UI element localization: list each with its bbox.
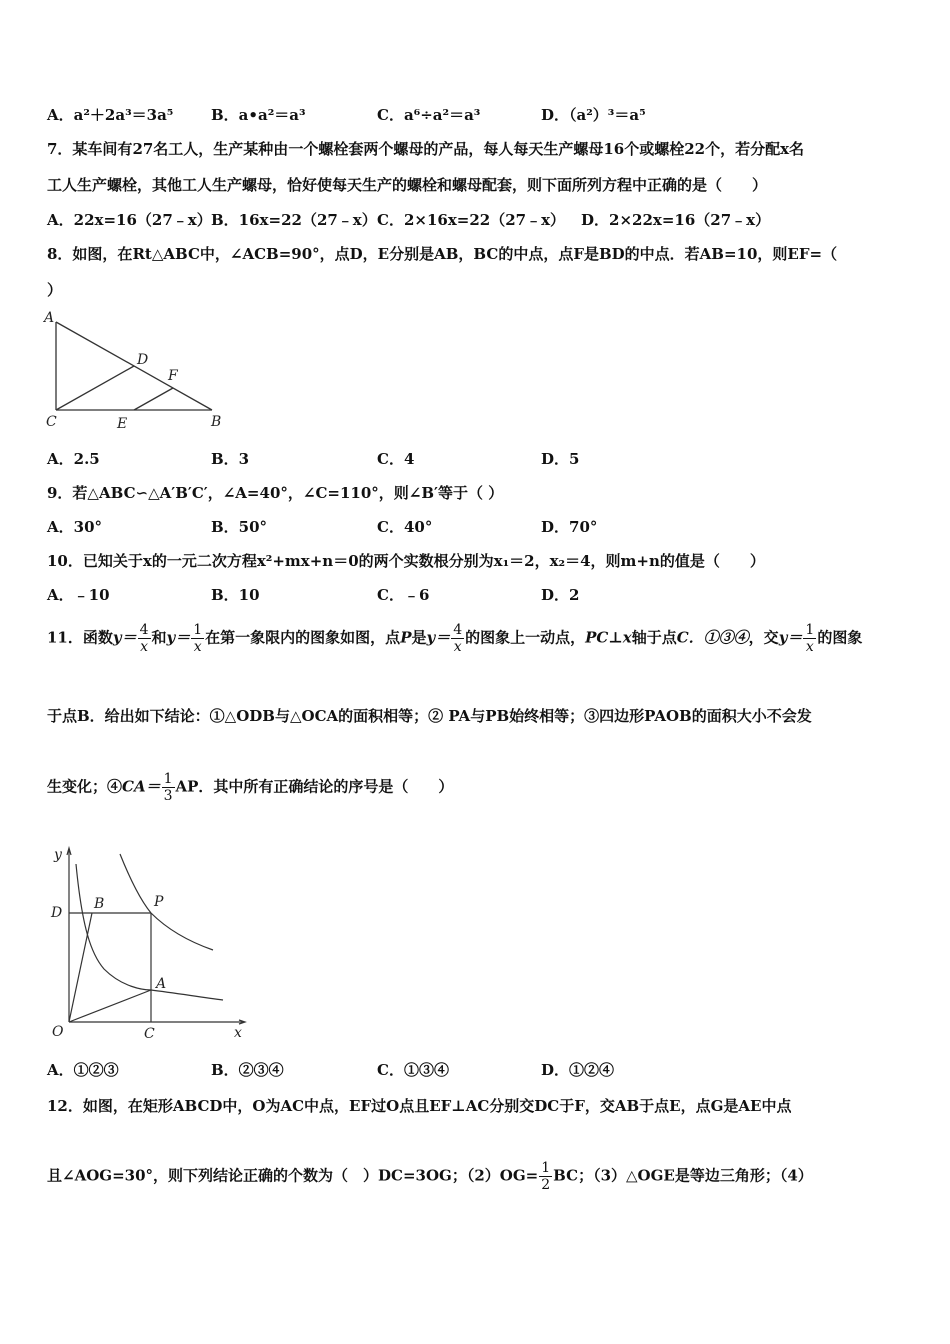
q6-option-b: B．a•a²＝a³: [211, 106, 306, 124]
q11-label-x: x: [234, 1025, 242, 1041]
q7-option-d: D．2×22x=16（27﹣x）: [581, 211, 771, 229]
q11-segment-oa: [69, 990, 151, 1022]
q9-text: 9．若△ABC∽△A′B′C′，∠A=40°，∠C=110°，则∠B′等于（ ）: [47, 484, 504, 502]
q9-option-b: B．50°: [211, 518, 268, 536]
q11-label-d: D: [51, 905, 63, 921]
q9-option-d: D．70°: [541, 518, 598, 536]
q8-option-b: B．3: [211, 450, 250, 468]
q11-curve-1-over-x: [76, 864, 223, 1000]
q7-text-line1: 7．某车间有27名工人，生产某种由一个螺栓套两个螺母的产品，每人每天生产螺母16个或螺栓22个，若分配x名: [47, 140, 805, 158]
q11-curve-4-over-x: [120, 854, 213, 950]
q11-segment-ob: [69, 913, 92, 1022]
q8-segment-ef: [134, 388, 173, 410]
q10-option-d: D．2: [541, 586, 580, 604]
q8-label-d: D: [137, 352, 149, 368]
q12-text-line1: 12．如图，在矩形ABCD中，O为AC中点，EF过O点且EF⊥AC分别交DC于F，交AB于点E，点G是AE中点: [47, 1097, 792, 1115]
q12-text-line2: 且∠AOG=30°，则下列结论正确的个数为（ ）DC=3OG；（2）OG= $\frac{1}{2}$ BC；（3）△OGE是等边三角形；（4）: [47, 1160, 813, 1193]
q8-segment-cd: [56, 366, 134, 410]
q11-fraction-1-over-x-1: $\frac{1}{x}$: [193, 622, 203, 655]
q8-label-a: A: [44, 310, 55, 326]
q11-text-line2: 于点B．给出如下结论：①△ODB与△OCA的面积相等；② PA与PB始终相等；③四边形PAOB的面积大小不会发: [47, 707, 812, 725]
q11-option-d: D．①②④: [541, 1061, 615, 1079]
q11-text-line3: 生变化；④CA＝ $\frac{1}{3}$ AP．其中所有正确结论的序号是（ ）: [47, 771, 454, 804]
q11-fraction-4-over-x-2: $\frac{4}{x}$: [453, 622, 463, 655]
q10-option-c: C．﹣6: [377, 586, 430, 604]
q8-label-e: E: [117, 416, 128, 432]
q8-option-c: C．4: [377, 450, 415, 468]
q6-option-d: D．（a²）³＝a⁵: [541, 106, 646, 124]
q7-text-line2: 工人生产螺栓，其他工人生产螺母，恰好使每天生产的螺栓和螺母配套，则下面所列方程中正确的是（ ）: [47, 176, 768, 194]
q8-option-d: D．5: [541, 450, 580, 468]
q8-text-line1: 8．如图，在Rt△ABC中，∠ACB=90°，点D，E分别是AB，BC的中点，点F是BD的中点．若AB=10，则EF=（: [47, 245, 838, 263]
q11-label-a: A: [156, 976, 167, 992]
q11-label-o: O: [52, 1024, 64, 1040]
q11-option-c: C．①③④: [377, 1061, 449, 1079]
q11-y-eq-1: y＝: [112, 628, 137, 647]
q8-label-b: B: [211, 414, 222, 430]
q7-option-a: A．22x=16（27﹣x）: [47, 211, 212, 229]
q8-label-c: C: [46, 414, 57, 430]
q11-graph-figure: [40, 842, 250, 1042]
q10-text: 10．已知关于x的一元二次方程x²+mx+n＝0的两个实数根分别为x₁＝2，x₂＝4，则m+n的值是（ ）: [47, 552, 765, 570]
q6-option-c: C．a⁶÷a²＝a³: [377, 106, 481, 124]
q11-label-p: P: [154, 894, 164, 910]
q11-option-a: A．①②③: [47, 1061, 119, 1079]
q8-option-a: A．2.5: [47, 450, 100, 468]
q11-fraction-1-over-x-2: $\frac{1}{x}$: [805, 622, 815, 655]
q8-triangle-figure: [40, 308, 230, 436]
q11-intro: 11．函数: [47, 628, 113, 647]
q11-fraction-4-over-x-1: $\frac{4}{x}$: [139, 622, 149, 655]
q9-option-a: A．30°: [47, 518, 103, 536]
q11-label-c: C: [144, 1026, 155, 1042]
q11-label-b: B: [94, 896, 105, 912]
q7-option-b: B．16x=22（27﹣x）: [211, 211, 377, 229]
q6-option-a: A．a²＋2a³＝3a⁵: [47, 106, 174, 124]
q11-fraction-1-over-3: $\frac{1}{3}$: [163, 771, 173, 804]
q9-option-c: C．40°: [377, 518, 433, 536]
q10-option-b: B．10: [211, 586, 260, 604]
q7-option-c: C．2×16x=22（27﹣x）: [377, 211, 566, 229]
q10-option-a: A．﹣10: [47, 586, 110, 604]
q11-label-y: y: [54, 847, 62, 863]
q8-label-f: F: [168, 368, 178, 384]
q11-option-b: B．②③④: [211, 1061, 284, 1079]
q12-fraction-1-over-2: $\frac{1}{2}$: [541, 1160, 551, 1193]
q8-text-line2: ）: [47, 281, 63, 299]
q11-text-line1: 11．函数y＝ $\frac{4}{x}$ 和y＝ $\frac{1}{x}$ 在第一象限内的图象如图，点P是y＝ $\frac{4}{x}$ 的图象上一动点，PC⊥x轴于点C．①③④，交y＝ $\frac{1}{x}$ 的图象: [47, 622, 863, 655]
